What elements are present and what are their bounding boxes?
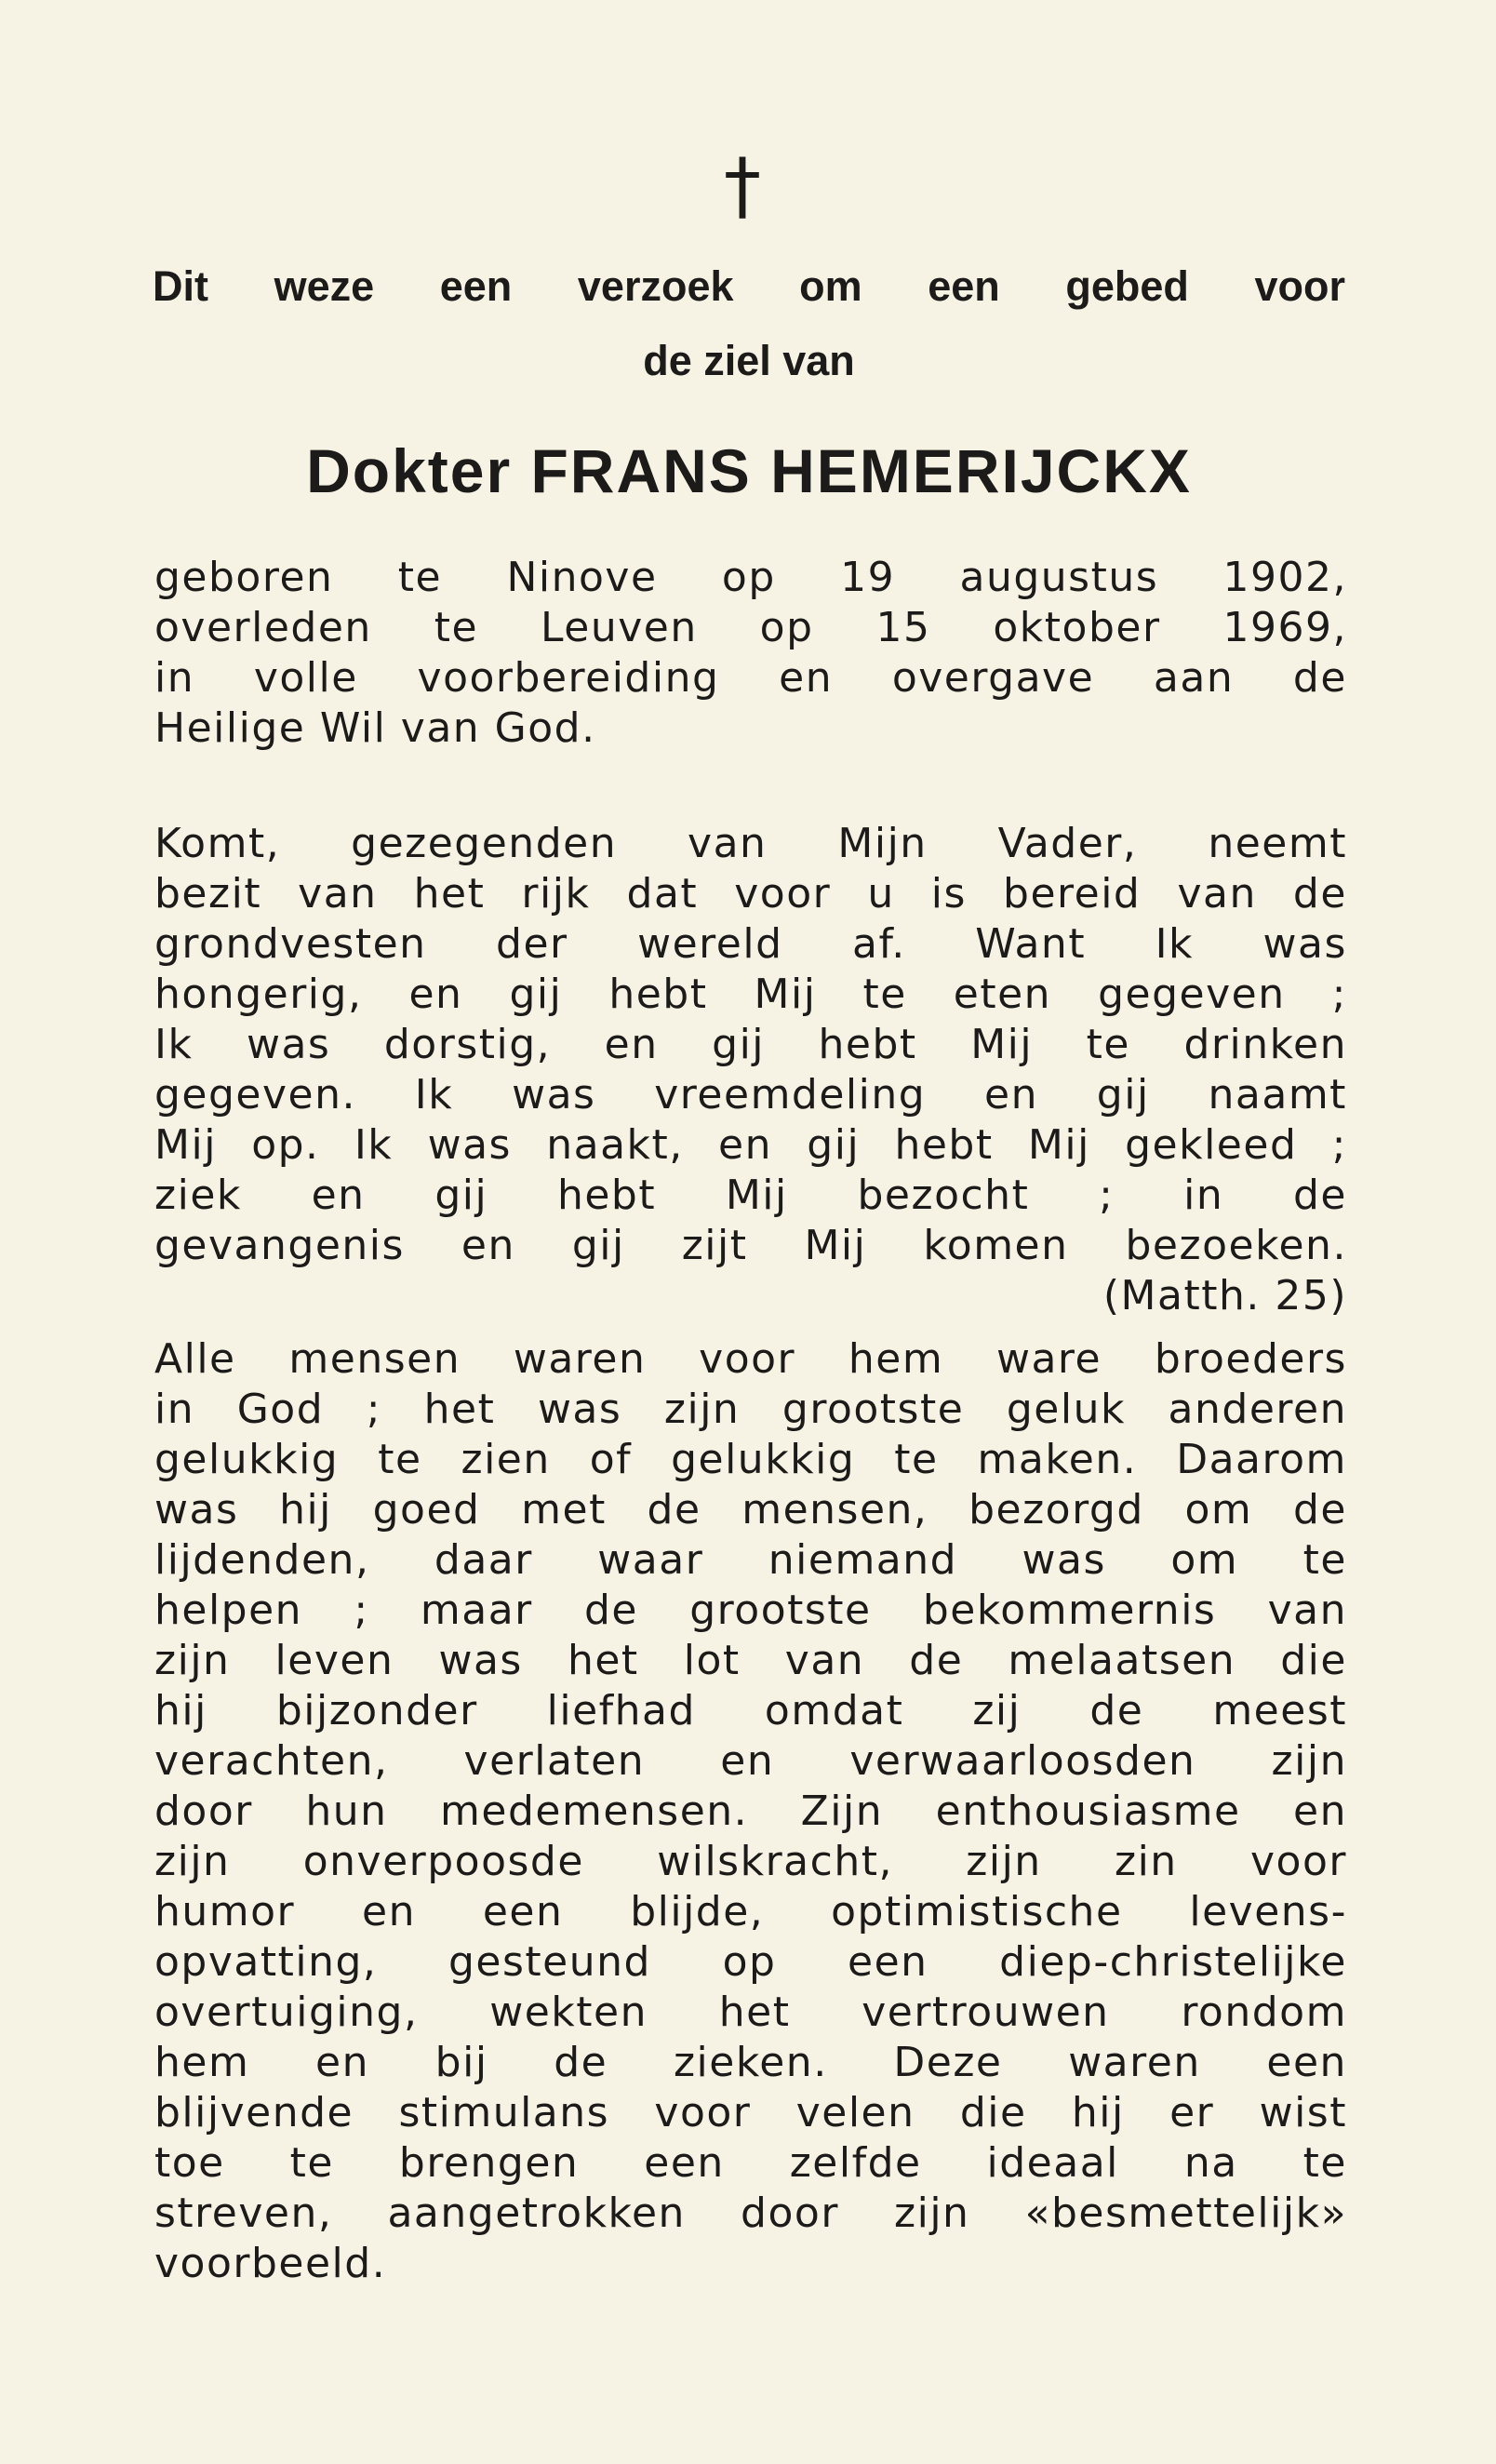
word: voor (734, 870, 832, 917)
text-line (154, 1070, 1347, 1120)
intro-line-2: de ziel van (643, 337, 855, 384)
word: komen (923, 1222, 1069, 1269)
word: voor (1254, 262, 1345, 310)
word: te (1086, 1021, 1130, 1068)
text-line (154, 1385, 1347, 1435)
word: naamt (1208, 1071, 1347, 1118)
word: te (378, 1436, 422, 1483)
text-line (154, 2239, 1347, 2289)
word: gegeven. (154, 1071, 356, 1118)
text-line (154, 919, 1347, 970)
word: en (311, 1172, 366, 1219)
word: brengen (398, 2139, 580, 2187)
word: Deze (893, 2039, 1003, 2086)
word: Mij (725, 1172, 788, 1219)
word: te (434, 604, 479, 651)
word: dat (626, 870, 699, 917)
word: Mij (154, 1121, 217, 1169)
text-line (154, 1586, 1347, 1636)
word: om (1184, 1486, 1253, 1533)
word: gelukkig (671, 1436, 856, 1483)
word: voor (699, 1335, 796, 1383)
word: af. (852, 920, 906, 968)
word: gebed (1065, 262, 1189, 310)
word: van (688, 820, 768, 867)
text-line-content: voorbeeld. (154, 2240, 387, 2287)
word: voor (654, 2089, 752, 2136)
text-line (154, 1988, 1347, 2038)
word: de (909, 1637, 964, 1684)
word: gevangenis (154, 1222, 405, 1269)
word: en (720, 1737, 775, 1785)
word: eten (953, 971, 1052, 1018)
word: wist (1259, 2089, 1347, 2136)
word: zij (972, 1687, 1022, 1734)
word: voorbereiding (417, 654, 720, 702)
word: door (741, 2189, 839, 2237)
word: zijn (154, 1637, 231, 1684)
deceased-name: Dokter FRANS HEMERIJCKX (306, 436, 1192, 505)
word: Daarom (1176, 1436, 1347, 1483)
word: en (315, 2039, 369, 2086)
word: die (959, 2089, 1027, 2136)
word: volle (253, 654, 358, 702)
word: blijvende (154, 2089, 354, 2136)
word: velen (795, 2089, 915, 2136)
word: bijzonder (275, 1687, 478, 1734)
word: gij (1096, 1071, 1150, 1118)
birth-death-paragraph (154, 553, 1347, 754)
word: omdat (764, 1687, 904, 1734)
word: medemensen. (440, 1788, 749, 1835)
word: weze (274, 262, 375, 310)
word: was (246, 1021, 331, 1068)
word: melaatsen (1008, 1637, 1236, 1684)
text-line (154, 1686, 1347, 1736)
word: ; (1099, 1172, 1115, 1219)
word: Komt, (154, 820, 281, 867)
text-line-content: (Matth. 25) (1102, 1272, 1347, 1319)
word: er (1169, 2089, 1215, 2136)
word: waren (513, 1335, 647, 1383)
word: gekleed (1125, 1121, 1298, 1169)
word: 19 (840, 554, 896, 601)
word: lot (683, 1637, 741, 1684)
word: helpen (154, 1587, 303, 1634)
word: zijn (894, 2189, 970, 2237)
word: hij (279, 1486, 332, 1533)
word: en (718, 1121, 773, 1169)
word: van (1267, 1587, 1347, 1634)
word: enthousiasme (935, 1788, 1241, 1835)
word: bezorgd (968, 1486, 1144, 1533)
word: hebt (818, 1021, 917, 1068)
word: optimistische (831, 1888, 1123, 1935)
word: verlaten (463, 1737, 646, 1785)
word: overgave (891, 654, 1095, 702)
word: ; (354, 1587, 369, 1634)
text-line (154, 553, 1347, 603)
word: was (1022, 1536, 1106, 1584)
text-line (154, 1271, 1347, 1321)
text-line (154, 1736, 1347, 1787)
word: in (154, 654, 195, 702)
word: ware (995, 1335, 1102, 1383)
word: het (423, 1386, 496, 1433)
word: om (1170, 1536, 1239, 1584)
word: zieken. (673, 2039, 828, 2086)
scripture-paragraph (154, 819, 1347, 1321)
word: zijn (154, 1838, 231, 1885)
word: gij (571, 1222, 625, 1269)
word: grondvesten (154, 920, 427, 968)
word: ziek (154, 1172, 242, 1219)
word: en (408, 971, 463, 1018)
text-line (154, 1937, 1347, 1988)
word: en (604, 1021, 659, 1068)
word: Want (975, 920, 1087, 968)
word: gegeven (1098, 971, 1286, 1018)
word: der (496, 920, 568, 968)
word: naakt, (546, 1121, 684, 1169)
word: in (1183, 1172, 1224, 1219)
word: de (1292, 870, 1347, 917)
word: of (589, 1436, 633, 1483)
word: broeders (1154, 1335, 1347, 1383)
text-line (154, 603, 1347, 653)
text-line (154, 819, 1347, 869)
word: overtuiging, (154, 1989, 419, 2036)
word: Ninove (506, 554, 658, 601)
word: een (928, 262, 1000, 310)
text-line (154, 1020, 1347, 1070)
word: een (1266, 2039, 1347, 2086)
word: bekommernis (922, 1587, 1217, 1634)
word: mensen, (741, 1486, 928, 1533)
word: niemand (768, 1536, 958, 1584)
word: «besmettelijk» (1024, 2189, 1347, 2237)
word: onverpoosde (302, 1838, 584, 1885)
word: grootste (689, 1587, 872, 1634)
word: goed (372, 1486, 481, 1533)
word: de (1089, 1687, 1144, 1734)
word: vertrouwen (862, 1989, 1110, 2036)
word: ; (1331, 1121, 1347, 1169)
word: was (154, 1486, 239, 1533)
word: Mij (1027, 1121, 1090, 1169)
word: maken. (977, 1436, 1138, 1483)
word: neemt (1208, 820, 1347, 867)
word: hij (1071, 2089, 1125, 2136)
word: een (848, 1938, 928, 1986)
word: een (644, 2139, 725, 2187)
word: zijn (966, 1838, 1042, 1885)
word: en (461, 1222, 515, 1269)
word: rondom (1181, 1989, 1347, 2036)
word: mensen (288, 1335, 461, 1383)
word: na (1183, 2139, 1238, 2187)
word: op. (251, 1121, 320, 1169)
word: lijdenden, (154, 1536, 370, 1584)
text-line (154, 2038, 1347, 2088)
word: Ik (1155, 920, 1195, 968)
word: het (567, 1637, 639, 1684)
word: leven (274, 1637, 394, 1684)
word: Mijn (837, 820, 928, 867)
word: stimulans (398, 2089, 610, 2136)
word: maar (420, 1587, 533, 1634)
word: het (718, 1989, 791, 2036)
word: bereid (1003, 870, 1142, 917)
word: zin (1114, 1838, 1178, 1885)
word: drinken (1183, 1021, 1347, 1068)
word: was (427, 1121, 512, 1169)
word: aangetrokken (387, 2189, 686, 2237)
word: zijn (1271, 1737, 1347, 1785)
text-line (154, 1334, 1347, 1385)
word: bezit (154, 870, 262, 917)
intro-line-1 (153, 262, 1345, 311)
text-line (154, 2088, 1347, 2138)
word: augustus (959, 554, 1159, 601)
word: daar (434, 1536, 533, 1584)
word: rijk (521, 870, 591, 917)
word: gij (807, 1121, 861, 1169)
word: het (413, 870, 486, 917)
text-line (154, 1435, 1347, 1485)
text-line (154, 1636, 1347, 1686)
word: vreemdeling (654, 1071, 927, 1118)
word: Dit (153, 262, 208, 310)
word: streven, (154, 2189, 333, 2237)
text-line (154, 703, 1347, 754)
word: liefhad (546, 1687, 696, 1734)
word: overleden (154, 604, 372, 651)
word: Ik (414, 1071, 454, 1118)
word: Ik (154, 1021, 194, 1068)
word: Leuven (541, 604, 698, 651)
text-line (154, 1787, 1347, 1837)
word: 1902, (1222, 554, 1347, 601)
word: hun (305, 1788, 388, 1835)
word: zijt (681, 1222, 748, 1269)
word: geluk (1006, 1386, 1126, 1433)
word: gesteund (448, 1938, 651, 1986)
word: verwaarloosden (849, 1737, 1196, 1785)
word: oktober (993, 604, 1161, 651)
text-line (154, 1535, 1347, 1586)
word: voor (1250, 1838, 1347, 1885)
word: bij (434, 2039, 488, 2086)
word: en (779, 654, 834, 702)
word: ideaal (986, 2139, 1119, 2187)
word: Mij (754, 971, 817, 1018)
word: humor (154, 1888, 296, 1935)
word: ; (366, 1386, 382, 1433)
word: te (1302, 2139, 1347, 2187)
text-line (154, 1221, 1347, 1271)
word: en (1293, 1788, 1347, 1835)
text-line (154, 1120, 1347, 1171)
word: te (289, 2139, 334, 2187)
word: wilskracht, (657, 1838, 893, 1885)
word: diep-christelijke (999, 1938, 1347, 1986)
text-line (154, 970, 1347, 1020)
word: wereld (637, 920, 783, 968)
word: gezegenden (351, 820, 618, 867)
word: zien (461, 1436, 551, 1483)
word: gij (712, 1021, 766, 1068)
word: de (647, 1486, 701, 1533)
word: de (1292, 1172, 1347, 1219)
word: was (537, 1386, 622, 1433)
word: geboren (154, 554, 334, 601)
word: van (298, 870, 378, 917)
word: hem (154, 2039, 250, 2086)
word: bezocht (857, 1172, 1030, 1219)
word: hebt (894, 1121, 994, 1169)
word: wekten (489, 1989, 648, 2036)
word: God (236, 1386, 325, 1433)
biography-paragraph (154, 1334, 1347, 2289)
word: was (438, 1637, 523, 1684)
word: te (894, 1436, 939, 1483)
word: is (930, 870, 967, 917)
word: en (984, 1071, 1038, 1118)
word: van (1177, 870, 1257, 917)
word: die (1280, 1637, 1347, 1684)
text-line (154, 1837, 1347, 1887)
word: zijn (663, 1386, 741, 1433)
word: de (1292, 1486, 1347, 1533)
word: ; (1331, 971, 1347, 1018)
word: door (154, 1788, 253, 1835)
text-line (154, 1887, 1347, 1937)
word: opvatting, (154, 1938, 378, 1986)
word: de (584, 1587, 638, 1634)
word: gelukkig (154, 1436, 340, 1483)
word: zelfde (789, 2139, 922, 2187)
word: was (1262, 920, 1347, 968)
word: 15 (875, 604, 931, 651)
text-line (154, 653, 1347, 703)
word: om (799, 262, 862, 310)
text-line (154, 1485, 1347, 1535)
word: verachten, (154, 1737, 389, 1785)
word: de (1292, 654, 1347, 702)
word: op (722, 1938, 777, 1986)
text-line (154, 2189, 1347, 2239)
word: Alle (154, 1335, 236, 1383)
word: te (397, 554, 443, 601)
text-line (154, 869, 1347, 919)
word: waar (597, 1536, 704, 1584)
word: blijde, (630, 1888, 765, 1935)
word: een (482, 1888, 564, 1935)
text-line (154, 2138, 1347, 2189)
word: hongerig, (154, 971, 363, 1018)
word: gij (509, 971, 563, 1018)
word: gij (434, 1172, 488, 1219)
word: hebt (556, 1172, 657, 1219)
word: grootste (781, 1386, 965, 1433)
word: was (512, 1071, 596, 1118)
word: verzoek (577, 262, 734, 310)
word: Mij (970, 1021, 1034, 1068)
word: te (862, 971, 907, 1018)
word: Vader, (997, 820, 1138, 867)
word: en (362, 1888, 416, 1935)
text-line-content: Heilige Wil van God. (154, 704, 596, 752)
word: een (439, 262, 513, 310)
word: Ik (354, 1121, 394, 1169)
word: anderen (1168, 1386, 1347, 1433)
word: in (154, 1386, 195, 1433)
word: hij (154, 1687, 207, 1734)
word: hebt (608, 971, 708, 1018)
word: van (784, 1637, 865, 1684)
word: levens- (1189, 1888, 1347, 1935)
word: 1969, (1222, 604, 1347, 651)
word: Zijn (800, 1788, 884, 1835)
word: toe (154, 2139, 225, 2187)
word: Mij (804, 1222, 867, 1269)
text-line (154, 1171, 1347, 1221)
word: op (721, 554, 776, 601)
word: bezoeken. (1125, 1222, 1347, 1269)
cross-icon: † (724, 142, 761, 229)
word: dorstig, (383, 1021, 552, 1068)
word: de (554, 2039, 608, 2086)
word: te (1302, 1536, 1347, 1584)
word: meest (1212, 1687, 1347, 1734)
word: met (521, 1486, 607, 1533)
word: aan (1153, 654, 1235, 702)
word: op (759, 604, 814, 651)
word: waren (1068, 2039, 1201, 2086)
word: hem (848, 1335, 944, 1383)
word: u (867, 870, 895, 917)
